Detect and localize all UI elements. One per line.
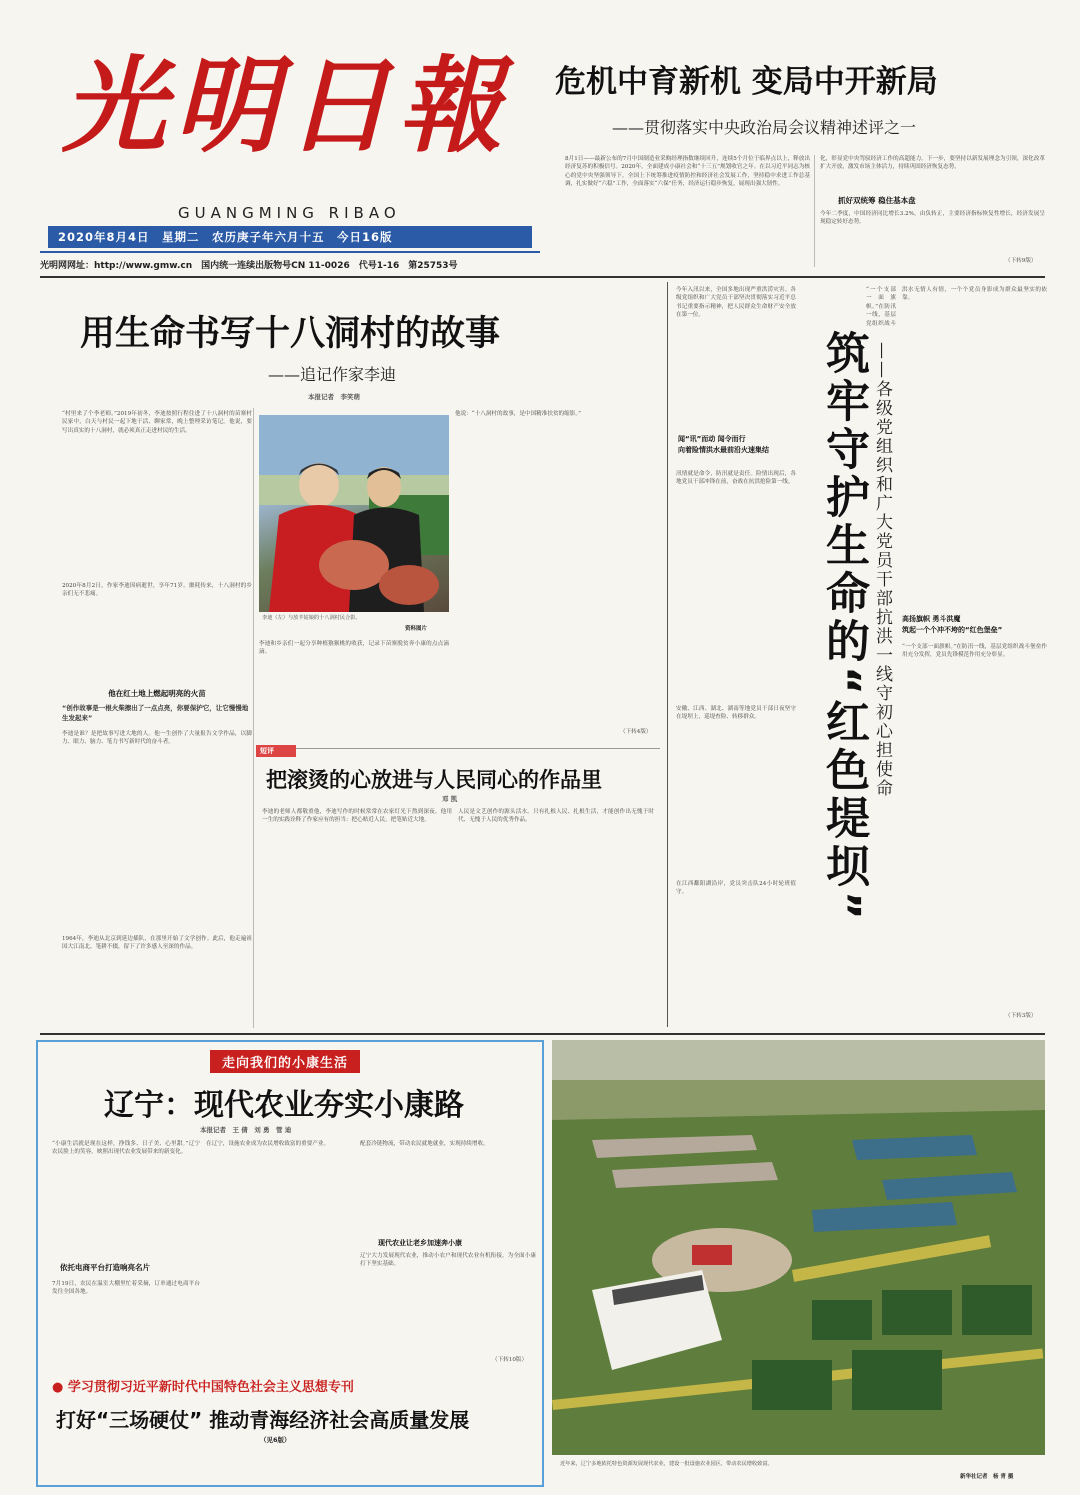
- story2-body-b: 汛情就是命令，防汛就是责任。险情出现后，各地党员干部冲锋在前，奋战在抗洪抢险第一线。: [676, 471, 796, 486]
- story1-turn: （下转4版）: [620, 729, 652, 735]
- story2-subhead-b: 高扬旗帜 勇斗洪魔 筑起一个个冲不垮的“红色堡垒”: [902, 615, 1003, 634]
- lead-turn: （下转9版）: [1005, 258, 1037, 264]
- story2-subhead-a: 闻“讯”而动 闻令而行 向着险情洪水最前沿火速集结: [678, 435, 769, 454]
- comment-headline[interactable]: 把滚烫的心放进与人民同心的作品里: [266, 768, 602, 792]
- story2-body-d: 在江西鄱阳湖沿岸，党员突击队24小时轮班值守。: [676, 881, 796, 896]
- date-bar: 2020年8月4日 星期二 农历庚子年六月十五 今日16版: [48, 226, 532, 248]
- story2-turn: （下转3版）: [1005, 1013, 1037, 1019]
- story1-byline: 本报记者 李笑萌: [308, 393, 360, 401]
- story1-subhead-a: 他在红土地上燃起明亮的火苗: [108, 689, 206, 698]
- feature-subhead-a: 依托电商平台打造响亮名片: [60, 1263, 150, 1272]
- story1-headline[interactable]: 用生命书写十八洞村的故事: [80, 314, 501, 354]
- lead-body-right-2: 今年二季度，中国经济同比增长3.2%，由负转正，主要经济指标恢复性增长，经济发展呈现稳定转好态势。: [820, 211, 1045, 226]
- story1-body-d: 1964年，李迪从北京到延边插队，在那里开始了文学创作。此后，他走遍祖国大江南北，笔耕不辍，留下了许多感人至深的作品。: [62, 936, 252, 951]
- story1-photo-credit: 资料图片: [405, 626, 428, 632]
- feature-tag: 走向我们的小康生活: [210, 1050, 360, 1073]
- comment-author: 邓 凯: [442, 795, 458, 803]
- story1-photo: [259, 415, 449, 612]
- story2-body-g: “一个支部一面旗帜。”在防汛一线，基层党组织战斗堡垒作用充分发挥，党员先锋模范作用充分彰显。: [902, 644, 1047, 659]
- feature-body-d: 配套冷链物流，带动农民就地就业，实现持续增收。: [360, 1141, 489, 1147]
- feature-body-c: 在辽宁，设施农业成为农民增收致富的重要产业。: [206, 1141, 330, 1147]
- story2-headline[interactable]: 筑牢守护生命的“红色堤坝”: [818, 330, 869, 924]
- feature-photo-caption: 近年来，辽宁多地依托特色资源发展现代农业，建设一批设施农业园区，带动农民增收致富。: [560, 1461, 773, 1467]
- lead-subtitle: ——贯彻落实中央政治局会议精神述评之一: [612, 118, 917, 137]
- special-page: （见6版）: [260, 1436, 291, 1444]
- lead-body-right: 化，彰显党中央驾驭经济工作的高超能力。下一步，要坚持以新发展理念为引领，深化改革扩大开放，激发市场主体活力，持续巩固经济恢复态势。: [820, 156, 1045, 171]
- story1-body-b: 2020年8月2日，作家李迪因病逝世，享年71岁。噩耗传来，十八洞村的乡亲们无不悲痛。: [62, 583, 252, 598]
- story2-body-e: “一个支部一面旗帜。”在防汛一线，基层党组织战斗: [866, 287, 896, 326]
- feature-byline: 本报记者 王 倩 刘 勇 管 迪: [200, 1126, 292, 1134]
- feature-turn: （下转10版）: [492, 1357, 528, 1363]
- story2-body-c: 安徽、江西、湖北、湖南等地党员干部日夜坚守在堤坝上，巡堤查险、转移群众。: [676, 706, 796, 721]
- feature-aerial-photo: [552, 1040, 1045, 1455]
- story1-body-a: “村里来了个李老师。”2019年初冬，李迪按照行程住进了十八洞村的苗寨村民家中，白天与村民一起下地干活、聊家常，晚上整理采访笔记。他说，要写出真实的十八洞村，就必须真正走进村民的生活。: [62, 411, 252, 434]
- story1-body-e: 李迪和乡亲们一起分享种植猕猴桃的收获，记录下苗寨脱贫奔小康的点点滴滴。: [259, 641, 449, 656]
- lead-body-left: 8月1日——最新公布的7月中国制造业采购经理指数继续回升，连续5个月位于临界点以上，释放出经济复苏的积极信号。2020年，全面建成小康社会和“十三五”规划收官之年。在以习近平同志为核心的党中央坚强领导下，全国上下统筹推进疫情防控和经济社会发展工作，坚持稳中求进工作总基调，扎实做好“六稳”工作，全面落实“六保”任务，经济运行稳步恢复，展现出强大韧性。: [565, 156, 810, 188]
- lead-headline[interactable]: 危机中育新机 变局中开新局: [555, 64, 938, 100]
- story1-body-f: 他说：“十八洞村的故事，是中国精准扶贫的缩影。”: [455, 411, 581, 417]
- issue-info: 光明网网址：http://www.gmw.cn 国内统一连续出版物号CN 11-0026 代号1-16 第25753号: [40, 261, 458, 271]
- story1-quote: “创作故事是一根火柴擦出了一点点亮，你要保护它，让它慢慢地生发起来”: [62, 704, 249, 722]
- story2-body-f: 洪水无情人有情，一个个党员身影成为群众最坚实的依靠。: [902, 287, 1047, 302]
- story1-subtitle: ——追记作家李迪: [268, 365, 397, 384]
- lead-subhead: 抓好双统筹 稳住基本盘: [838, 196, 916, 205]
- feature-photo-credit: 新华社记者 杨 青 摄: [960, 1474, 1014, 1480]
- story1-body-c: 李迪是谁？是把故事写进大地的人。他一生创作了大量报告文学作品，以脚力、眼力、脑力、笔力书写新时代的奋斗者。: [62, 731, 252, 746]
- story1-photo-caption: 李迪（左）与放羊姑娘的十八洞村民合影。: [262, 615, 361, 621]
- comment-body-a: 李迪的老师人都敬重他，李迪写作的时候常常在农家灯光下熬到深夜。他用一生的实践诠释了作家应有的担当：把心贴近人民，把笔贴近大地。: [262, 809, 452, 824]
- masthead-pinyin: GUANGMING RIBAO: [178, 204, 401, 222]
- comment-tag: 短评: [256, 745, 296, 757]
- special-headline[interactable]: 打好“三场硬仗” 推动青海经济社会高质量发展: [56, 1408, 470, 1432]
- feature-body-e: 辽宁大力发展现代农业，推动小农户和现代农业有机衔接，为全面小康打下坚实基础。: [360, 1253, 536, 1268]
- masthead-logo: 光明日報: [62, 44, 511, 167]
- story2-subtitle: ——各级党组织和广大党员干部抗洪一线守初心担使命: [872, 342, 892, 798]
- feature-subhead-b: 现代农业让老乡加速奔小康: [378, 1239, 462, 1247]
- special-tag[interactable]: ● 学习贯彻习近平新时代中国特色社会主义思想专刊: [52, 1380, 354, 1395]
- story2-body-a: 今年入汛以来，全国多地出现严重洪涝灾害。各级党组织和广大党员干部坚决贯彻落实习近平总书记重要指示精神，把人民群众生命财产安全放在第一位。: [676, 287, 796, 319]
- comment-body-b: 人民是文艺创作的源头活水。只有扎根人民、扎根生活，才能创作出无愧于时代、无愧于人民的优秀作品。: [458, 809, 654, 824]
- feature-body-b: 7月19日，农民在温室大棚里忙着采摘，订单通过电商平台发往全国各地。: [52, 1281, 200, 1296]
- feature-body-a: “小康生活就是现在这样，挣钱多、日子美、心里甜。”辽宁农民脸上的笑容，映照出现代农业发展带来的新变化。: [52, 1141, 200, 1156]
- feature-headline[interactable]: 辽宁：现代农业夯实小康路: [104, 1088, 464, 1123]
